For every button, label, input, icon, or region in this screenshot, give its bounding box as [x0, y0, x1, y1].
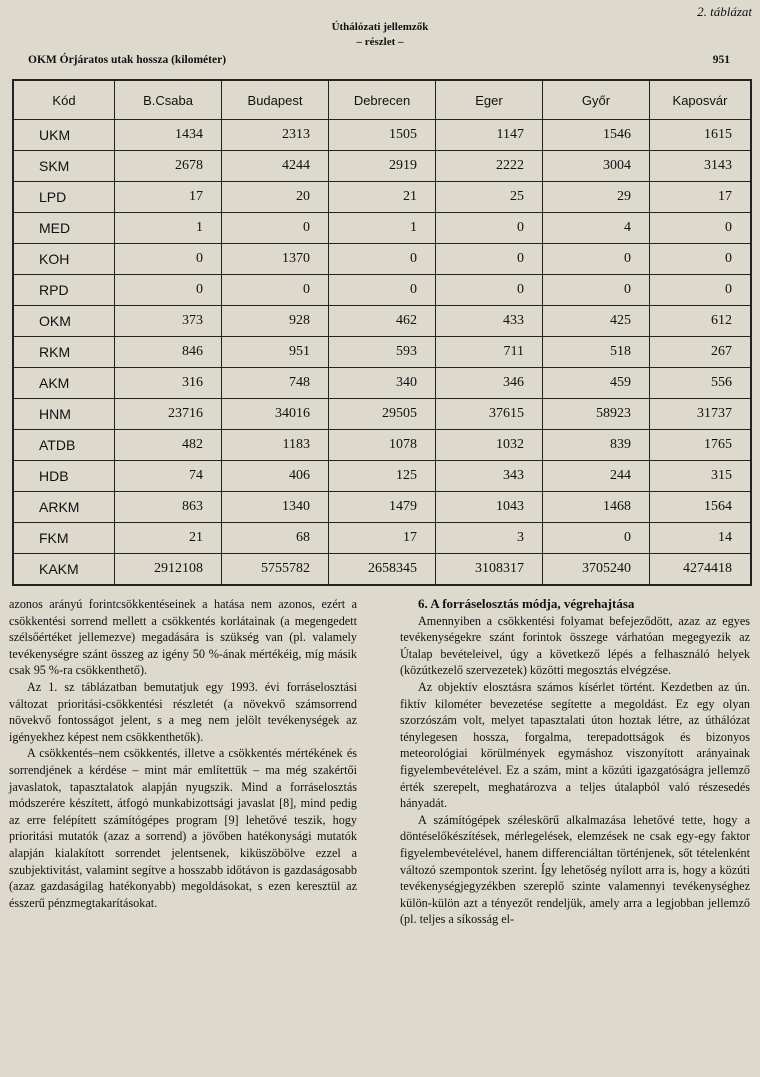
value-cell: 928	[222, 306, 329, 337]
value-cell: 1505	[329, 120, 436, 151]
value-cell: 3004	[543, 151, 650, 182]
value-cell: 1	[115, 213, 222, 244]
value-cell: 1183	[222, 430, 329, 461]
value-cell: 1468	[543, 492, 650, 523]
table-caption-row	[28, 54, 730, 66]
value-cell: 2222	[436, 151, 543, 182]
value-cell: 373	[115, 306, 222, 337]
value-cell: 340	[329, 368, 436, 399]
value-cell: 29505	[329, 399, 436, 430]
right-paragraph-3: A számítógépek széleskörű alkalmazása lehetővé tette, hogy a döntéselőkészítések, mérlegelések, elemzések ne csak egy-egy faktor figyelembevételével, hanem differenciáltan történjenek, sőt tételenként változó szempontok szerint. Így lehetőség nyílott arra is, hogy a közúti tevékenységjegyzékben szereplő szinte valamennyi tevékenységhez külön-külön azt a tényezőt rendeljük, amely arra a legjobban jellemző (pl. teljes a síkosság el-	[400, 812, 750, 927]
value-cell: 316	[115, 368, 222, 399]
value-cell: 0	[329, 244, 436, 275]
value-cell: 343	[436, 461, 543, 492]
value-cell: 556	[650, 368, 752, 399]
table-row	[13, 244, 751, 275]
section-heading: 6. A forráselosztás módja, végrehajtása	[418, 596, 635, 611]
value-cell: 1434	[115, 120, 222, 151]
row-code-cell: HDB	[13, 461, 115, 492]
table-caption: OKM Órjáratos utak hossza (kilométer)	[28, 54, 227, 66]
row-code-cell: UKM	[13, 120, 115, 151]
column-header-budapest: Budapest	[222, 80, 329, 120]
value-cell: 3	[436, 523, 543, 554]
column-header-gyor: Győr	[543, 80, 650, 120]
table-row	[13, 430, 751, 461]
row-code-cell: ARKM	[13, 492, 115, 523]
table-row	[13, 461, 751, 492]
value-cell: 0	[115, 244, 222, 275]
value-cell: 406	[222, 461, 329, 492]
value-cell: 425	[543, 306, 650, 337]
value-cell: 711	[436, 337, 543, 368]
value-cell: 0	[115, 275, 222, 306]
value-cell: 1078	[329, 430, 436, 461]
value-cell: 846	[115, 337, 222, 368]
value-cell: 17	[329, 523, 436, 554]
value-cell: 0	[329, 275, 436, 306]
value-cell: 25	[436, 182, 543, 213]
table-number-label: 2. táblázat	[697, 4, 752, 19]
row-code-cell: OKM	[13, 306, 115, 337]
value-cell: 0	[222, 213, 329, 244]
left-text-column	[9, 596, 357, 911]
value-cell: 459	[543, 368, 650, 399]
value-cell: 58923	[543, 399, 650, 430]
column-header-code: Kód	[13, 80, 115, 120]
table-row	[13, 337, 751, 368]
value-cell: 593	[329, 337, 436, 368]
table-body	[13, 120, 751, 586]
value-cell: 23716	[115, 399, 222, 430]
row-code-cell: FKM	[13, 523, 115, 554]
value-cell: 951	[222, 337, 329, 368]
value-cell: 17	[650, 182, 752, 213]
row-code-cell: ATDB	[13, 430, 115, 461]
value-cell: 17	[115, 182, 222, 213]
left-paragraph-3: A csökkentés–nem csökkentés, illetve a csökkentés mértékének és sorrendjének a kérdése – mint már említettük – ma még szakértői javaslatok, tapasztalatok alapján nyugszik. Mind a forráselosztás módszerére készített, átfogó munkabizottsági javaslat [8], mind pedig az erre felépített számítógépes program [9] lehetővé teszik, hogy prioritási mutatók (azaz a sorrend) a jövőben hatékonysági mutatók alapján kialakított sorrendet jelentsenek, kiküszöbölve ezzel a szubjektivitást, valamint segítve a hosszabb időtávon is gazdaságosabb (azaz gazdaságilag hatékonyabb) megoldásokat, s ezen keresztül az ésszerű pénzmegtakarításokat.	[9, 746, 357, 910]
row-code-cell: RPD	[13, 275, 115, 306]
value-cell: 74	[115, 461, 222, 492]
value-cell: 1370	[222, 244, 329, 275]
table-row	[13, 306, 751, 337]
table-code-number: 951	[712, 54, 730, 66]
value-cell: 0	[650, 275, 752, 306]
value-cell: 267	[650, 337, 752, 368]
row-code-cell: MED	[13, 213, 115, 244]
table-row	[13, 399, 751, 430]
value-cell: 29	[543, 182, 650, 213]
table-subtitle: – részlet –	[356, 36, 404, 48]
value-cell: 518	[543, 337, 650, 368]
table-row	[13, 492, 751, 523]
value-cell: 0	[436, 275, 543, 306]
value-cell: 2919	[329, 151, 436, 182]
value-cell: 1765	[650, 430, 752, 461]
value-cell: 2313	[222, 120, 329, 151]
row-code-cell: HNM	[13, 399, 115, 430]
table-row	[13, 275, 751, 306]
value-cell: 5755782	[222, 554, 329, 586]
value-cell: 0	[650, 213, 752, 244]
table-header-row	[13, 80, 751, 120]
value-cell: 0	[436, 213, 543, 244]
value-cell: 1043	[436, 492, 543, 523]
right-paragraph-2: Az objektív elosztásra számos kísérlet történt. Kezdetben az ún. fiktív kilométer bevezetése segítette a megoldást. Ez egy olyan szorzószám volt, melyet tapasztalati úton hoztak létre, az úthálózat ténylegesen hossza, forgalma, terepadottságok és bizonyos meteorológiai körülmények egymáshoz viszonyított arányainak figyelembevételével. Ez a szám, mint a közúti igazgatóságra jellemző érték szerepelt, meghatározva a teljes útalapból való részesedés hányadát.	[400, 679, 750, 811]
value-cell: 34016	[222, 399, 329, 430]
left-paragraph-2: Az 1. sz táblázatban bemutatjuk egy 1993. évi forráselosztási változat prioritási-csökkentési részletét (a növekvő számsorrend növekvő fontosságot jelent, s a meg nem jelölt tevékenységek az igényekhez képest nem csökkenthetők).	[9, 679, 357, 744]
value-cell: 3108317	[436, 554, 543, 586]
value-cell: 4244	[222, 151, 329, 182]
value-cell: 1147	[436, 120, 543, 151]
value-cell: 482	[115, 430, 222, 461]
value-cell: 20	[222, 182, 329, 213]
value-cell: 2912108	[115, 554, 222, 586]
table-row	[13, 151, 751, 182]
value-cell: 68	[222, 523, 329, 554]
table-title-block	[0, 20, 760, 50]
value-cell: 14	[650, 523, 752, 554]
value-cell: 3143	[650, 151, 752, 182]
value-cell: 21	[115, 523, 222, 554]
row-code-cell: SKM	[13, 151, 115, 182]
table-row	[13, 554, 751, 586]
value-cell: 748	[222, 368, 329, 399]
value-cell: 244	[543, 461, 650, 492]
value-cell: 4	[543, 213, 650, 244]
value-cell: 346	[436, 368, 543, 399]
value-cell: 1546	[543, 120, 650, 151]
value-cell: 0	[650, 244, 752, 275]
value-cell: 1340	[222, 492, 329, 523]
road-data-table	[12, 79, 752, 586]
value-cell: 3705240	[543, 554, 650, 586]
value-cell: 863	[115, 492, 222, 523]
right-text-column	[400, 596, 750, 928]
value-cell: 0	[222, 275, 329, 306]
value-cell: 1	[329, 213, 436, 244]
value-cell: 21	[329, 182, 436, 213]
value-cell: 433	[436, 306, 543, 337]
table-row	[13, 368, 751, 399]
value-cell: 1479	[329, 492, 436, 523]
value-cell: 1564	[650, 492, 752, 523]
value-cell: 462	[329, 306, 436, 337]
value-cell: 315	[650, 461, 752, 492]
table-row	[13, 182, 751, 213]
column-header-bcsaba: B.Csaba	[115, 80, 222, 120]
table-row	[13, 120, 751, 151]
column-header-eger: Eger	[436, 80, 543, 120]
value-cell: 0	[436, 244, 543, 275]
column-header-debrecen: Debrecen	[329, 80, 436, 120]
row-code-cell: KAKM	[13, 554, 115, 586]
table-title: Úthálózati jellemzők	[331, 21, 429, 33]
value-cell: 0	[543, 244, 650, 275]
value-cell: 2658345	[329, 554, 436, 586]
row-code-cell: RKM	[13, 337, 115, 368]
row-code-cell: LPD	[13, 182, 115, 213]
value-cell: 37615	[436, 399, 543, 430]
table-row	[13, 523, 751, 554]
row-code-cell: AKM	[13, 368, 115, 399]
value-cell: 125	[329, 461, 436, 492]
value-cell: 31737	[650, 399, 752, 430]
value-cell: 839	[543, 430, 650, 461]
value-cell: 0	[543, 275, 650, 306]
value-cell: 4274418	[650, 554, 752, 586]
value-cell: 0	[543, 523, 650, 554]
table-row	[13, 213, 751, 244]
value-cell: 1615	[650, 120, 752, 151]
right-paragraph-1: Amennyiben a csökkentési folyamat befejeződött, azaz az egyes tevékenységekre szánt forintok összege várhatóan megegyezik az Útalap bevételeivel, úgy a következő lépés a felhasználó helyek (közútkezelő szervezetek) közötti megosztás elvégzése.	[400, 613, 750, 678]
value-cell: 2678	[115, 151, 222, 182]
value-cell: 612	[650, 306, 752, 337]
row-code-cell: KOH	[13, 244, 115, 275]
left-paragraph-1: azonos arányú forintcsökkentéseinek a hatása nem azonos, ezért a csökkentési sorrend mellett a csökkentés korlátainak (a megengedett szélsőértéket jellemezve) megadására is szükség van (pl. valamely tevékenységre szánt összeg az igény 50 %-ának mértékéig, míg másik csak 95 %-ra csökkenthető).	[9, 597, 357, 678]
value-cell: 1032	[436, 430, 543, 461]
column-header-kaposvar: Kaposvár	[650, 80, 752, 120]
